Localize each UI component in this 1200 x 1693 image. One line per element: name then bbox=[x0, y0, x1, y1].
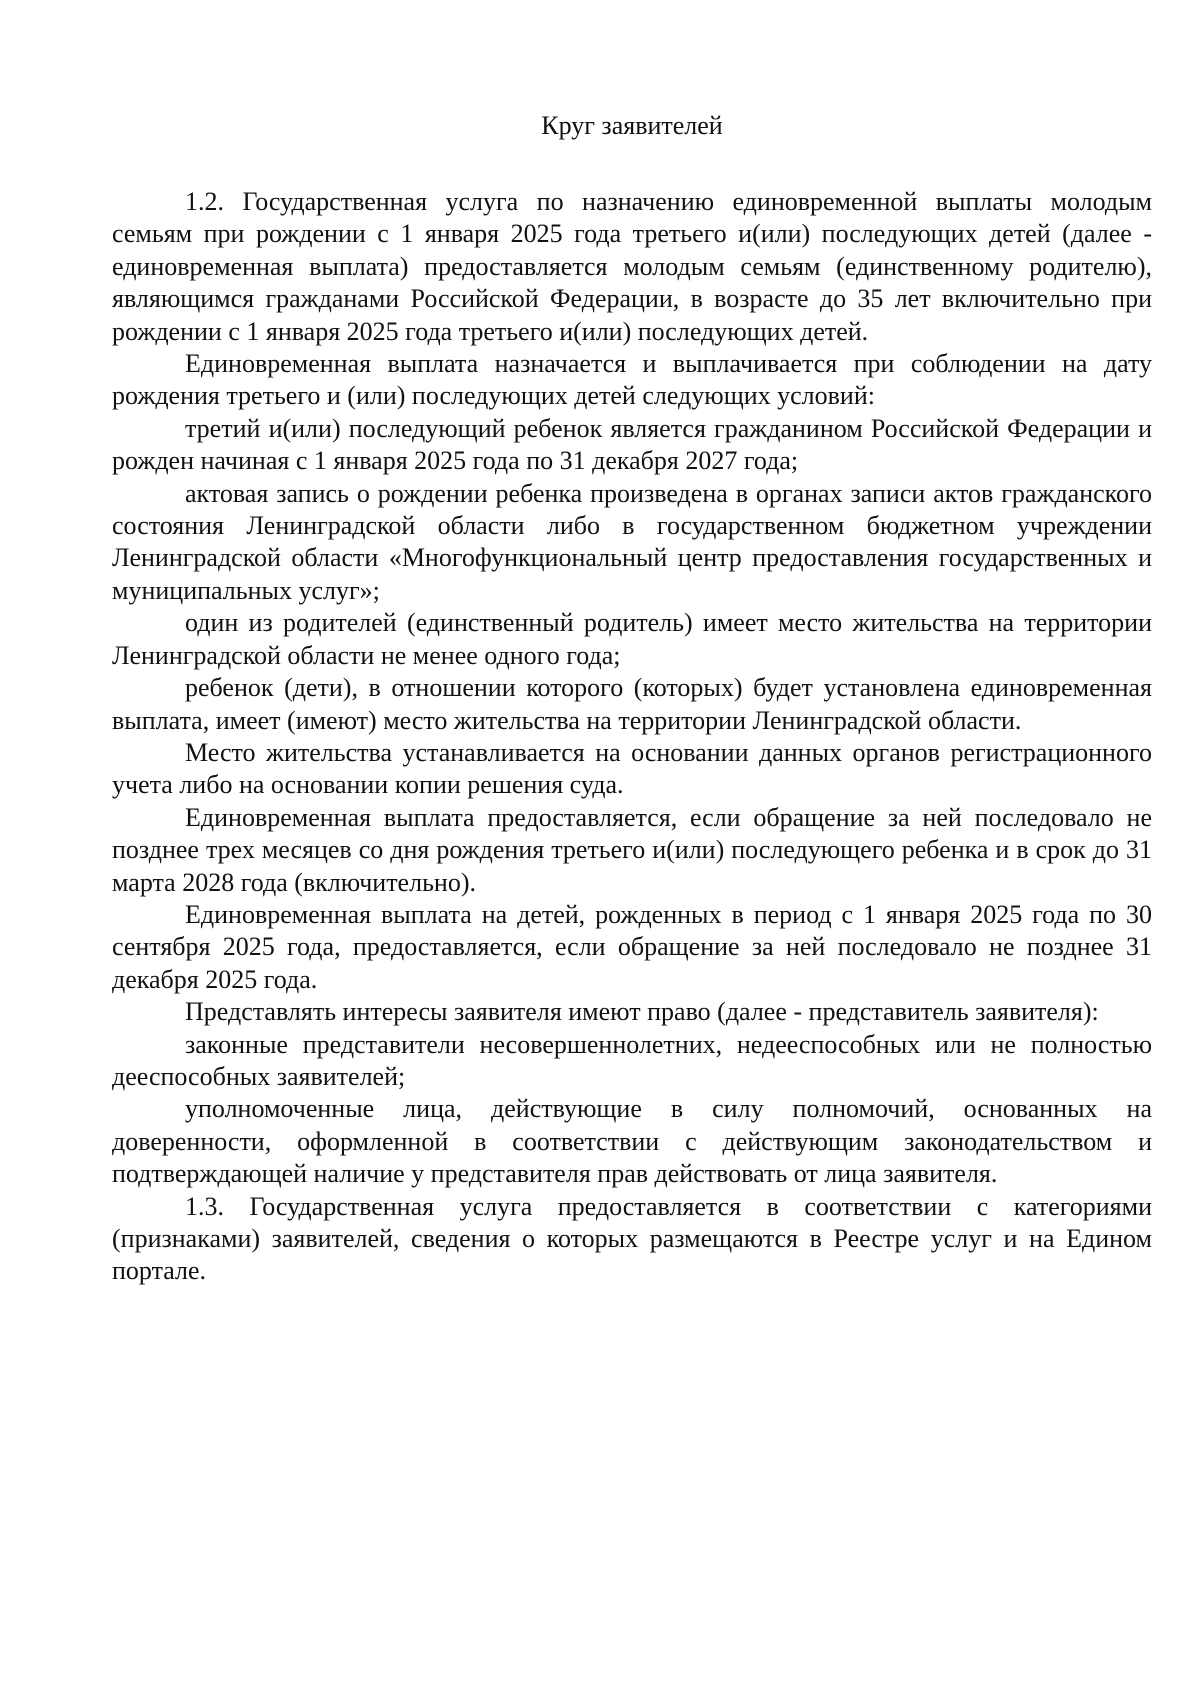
paragraph-conditions-intro: Единовременная выплата назначается и выплачивается при соблюдении на дату рождения третьего и (или) последующих детей следующих условий: bbox=[112, 349, 1152, 411]
paragraph-1-2: 1.2. Государственная услуга по назначению единовременной выплаты молодым семьям при рождении с 1 января 2025 года третьего и(или) последующих детей (далее - единовременная выплата) предоставляется молодым семьям (единственному родителю), являющимся гражданами Российской Федерации, в возрасте до 35 лет включительно при рождении с 1 января 2025 года третьего и(или) последующих детей. bbox=[112, 187, 1152, 346]
paragraph-authorized-persons: уполномоченные лица, действующие в силу полномочий, основанных на доверенности, оформленной в соответствии с действующим законодательством и подтверждающей наличие у представителя прав действовать от лица заявителя. bbox=[112, 1094, 1152, 1189]
paragraph-condition-parent-residence: один из родителей (единственный родитель) имеет место жительства на территории Ленинградской области не менее одного года; bbox=[112, 608, 1152, 670]
paragraph-legal-representatives: законные представители несовершеннолетних, недееспособных или не полностью дееспособных заявителей; bbox=[112, 1029, 1152, 1091]
paragraph-representatives-intro: Представлять интересы заявителя имеют право (далее - представитель заявителя): bbox=[185, 997, 1099, 1027]
section-title: Круг заявителей bbox=[541, 111, 723, 140]
paragraph-1-3: 1.3. Государственная услуга предоставляется в соответствии с категориями (признаками) заявителей, сведения о которых размещаются в Реестре услуг и на Едином портале. bbox=[112, 1191, 1152, 1286]
paragraph-condition-child-residence: ребенок (дети), в отношении которого (которых) будет установлена единовременная выплата, имеет (имеют) место жительства на территории Ленинградской области. bbox=[112, 673, 1152, 735]
paragraph-condition-birth-record: актовая запись о рождении ребенка произведена в органах записи актов гражданского состояния Ленинградской области либо в государственном бюджетном учреждении Ленинградской области «Многофункциональный центр предоставления государственных и муниципальных услуг»; bbox=[112, 478, 1152, 605]
document-body bbox=[112, 110, 1152, 1288]
paragraph-application-deadline: Единовременная выплата предоставляется, если обращение за ней последовало не позднее трех месяцев со дня рождения третьего и(или) последующего ребенка и в срок до 31 марта 2028 года (включительно). bbox=[112, 802, 1152, 897]
paragraph-residence-basis: Место жительства устанавливается на основании данных органов регистрационного учета либо на основании копии решения суда. bbox=[112, 737, 1152, 800]
paragraph-early-births-deadline: Единовременная выплата на детей, рожденных в период с 1 января 2025 года по 30 сентября 2025 года, предоставляется, если обращение за ней последовало не позднее 31 декабря 2025 года. bbox=[112, 899, 1152, 994]
paragraph-condition-citizenship: третий и(или) последующий ребенок является гражданином Российской Федерации и рожден начиная с 1 января 2025 года по 31 декабря 2027 года; bbox=[112, 413, 1152, 476]
